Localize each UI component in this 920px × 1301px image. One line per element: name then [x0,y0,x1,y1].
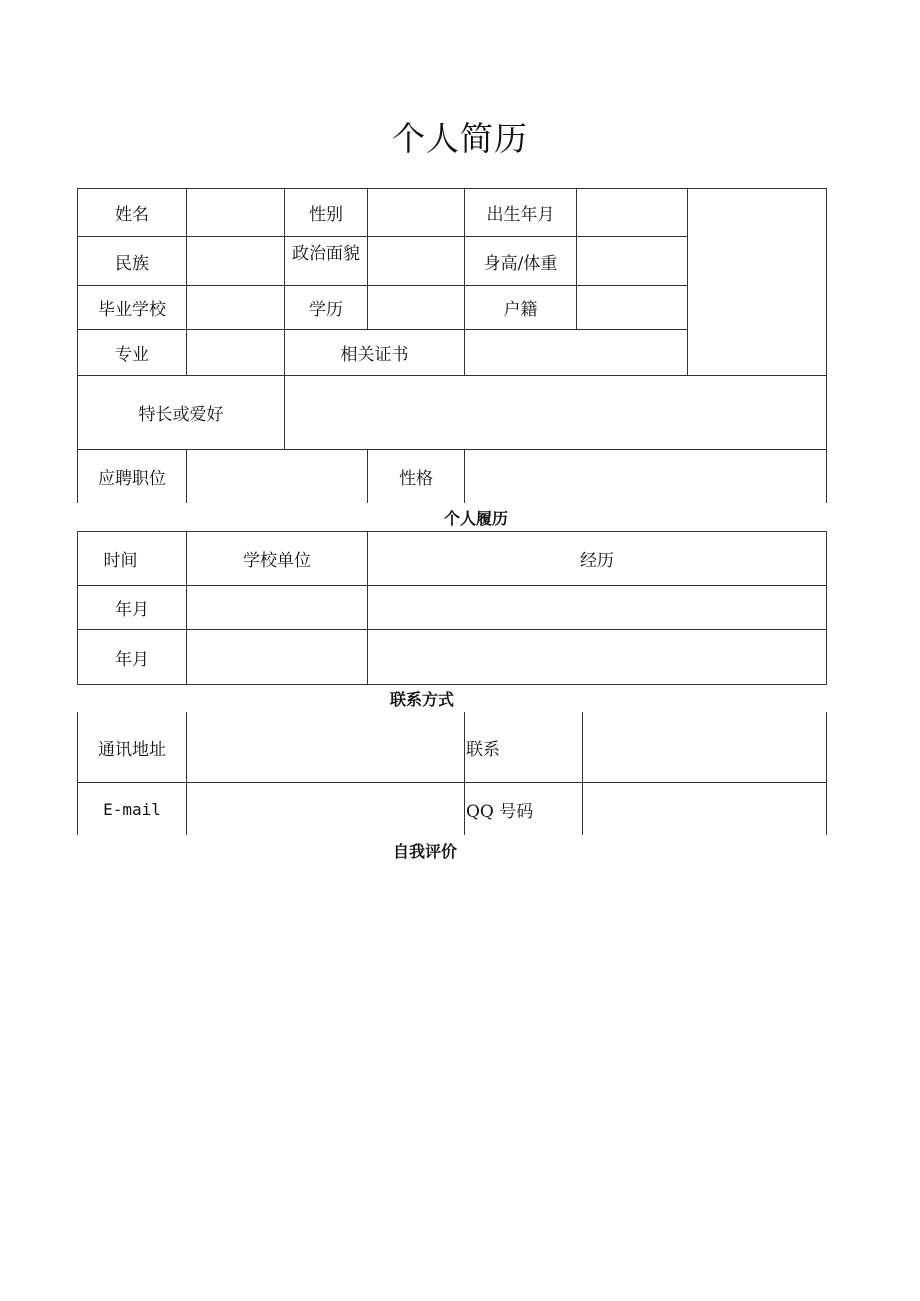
photo-area[interactable] [688,189,826,375]
history-section-title: 个人履历 [443,509,508,528]
height-weight-field[interactable] [577,237,687,285]
phone-label: 联系 [466,739,500,760]
address-label: 通讯地址 [98,739,166,760]
history-header-time: 时间 [103,551,138,571]
history-row-time: 年月 [115,649,149,670]
self-eval-section-title: 自我评价 [392,842,457,861]
email-label: E-mail [103,799,161,819]
position-label: 应聘职位 [98,469,166,489]
table-border [464,712,465,835]
ethnicity-field[interactable] [187,237,284,285]
hukou-label: 户籍 [503,300,538,320]
birth-label: 出生年月 [486,204,555,225]
contact-section-title: 联系方式 [389,690,454,709]
address-field[interactable] [187,712,464,782]
political-label: 政治面貌 [292,244,360,264]
history-header-school: 学校单位 [243,551,311,571]
certificate-field[interactable] [465,330,687,375]
major-label: 专业 [115,345,149,365]
ethnicity-label: 民族 [115,253,149,274]
name-label: 姓名 [115,204,149,225]
education-label: 学历 [309,300,343,320]
hobbies-field[interactable] [285,376,826,449]
history-row-school-field[interactable] [187,586,367,629]
table-border [78,684,827,685]
hobbies-label: 特长或爱好 [138,405,224,425]
table-border [826,188,827,503]
school-field[interactable] [187,286,284,329]
gender-field[interactable] [368,188,464,236]
qq-field[interactable] [583,783,826,835]
qq-label: QQ 号码 [466,801,534,822]
table-border [826,712,827,835]
gender-label: 性别 [309,204,343,225]
history-header-experience: 经历 [580,551,614,571]
political-field[interactable] [368,237,464,285]
certificate-label: 相关证书 [340,345,409,365]
hukou-field[interactable] [577,286,687,329]
history-row-school-field[interactable] [187,630,367,684]
name-field[interactable] [187,188,284,236]
major-field[interactable] [187,330,284,375]
birth-field[interactable] [577,188,687,236]
personality-field[interactable] [465,450,826,503]
personality-label: 性格 [399,469,433,489]
education-field[interactable] [368,286,464,329]
history-row-time: 年月 [115,600,149,620]
history-row-experience-field[interactable] [368,630,826,684]
email-field[interactable] [187,783,464,835]
phone-field[interactable] [583,712,826,782]
school-label: 毕业学校 [98,300,166,320]
page-title: 个人简历 [392,119,528,158]
height-weight-label: 身高/体重 [483,253,558,274]
table-border [826,531,827,685]
position-field[interactable] [187,450,367,503]
history-row-experience-field[interactable] [368,586,826,629]
